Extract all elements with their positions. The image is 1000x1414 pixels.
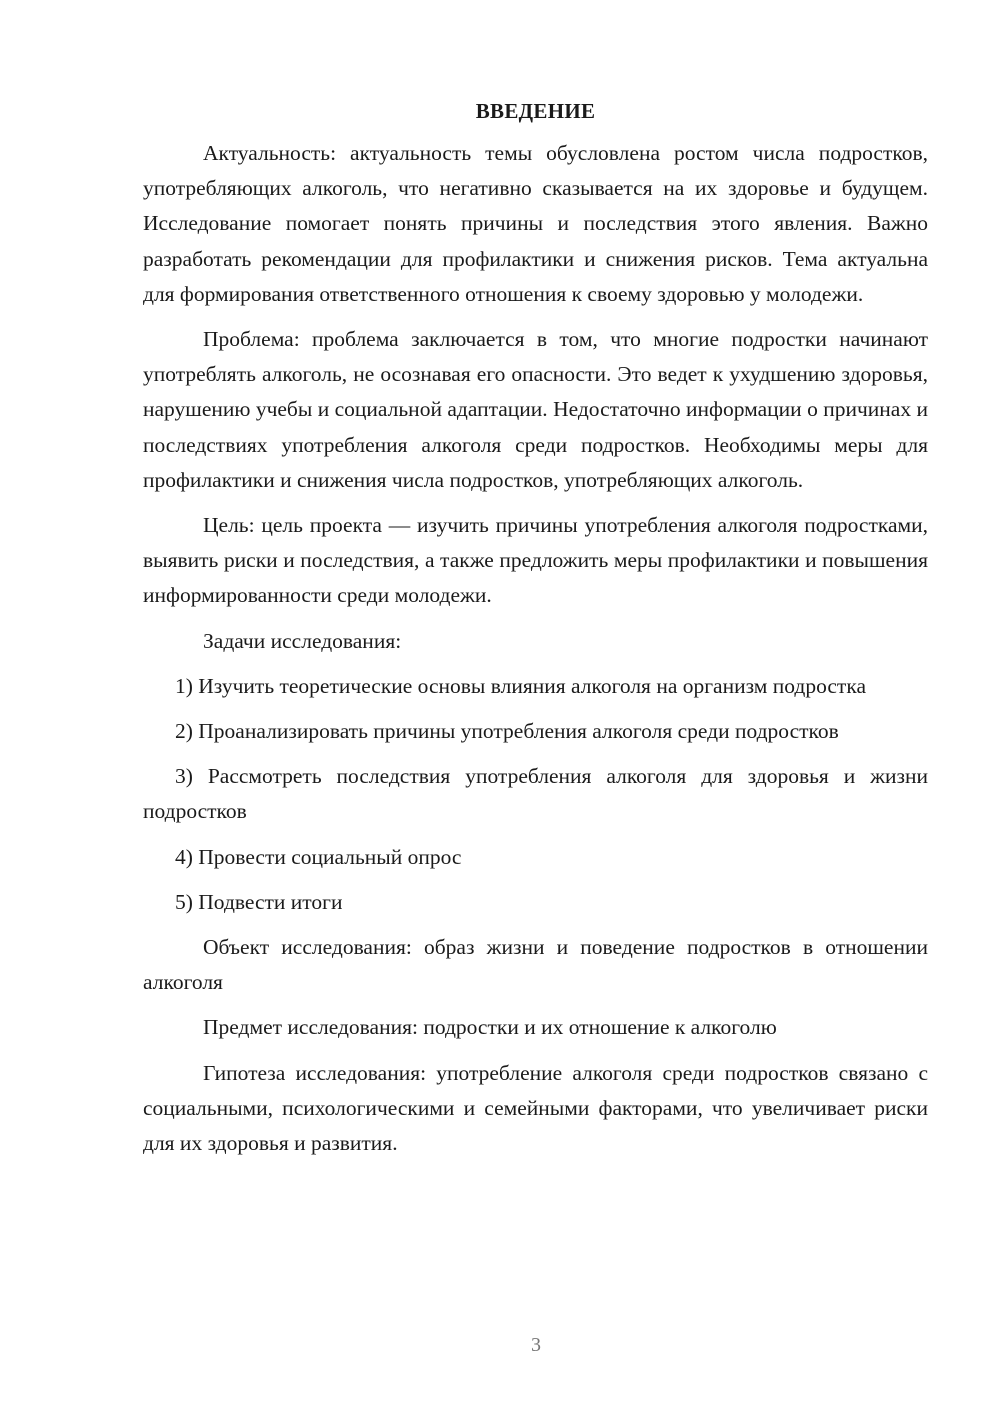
section-title: ВВЕДЕНИЕ: [475, 99, 596, 123]
task-item-2: 2) Проанализировать причины употребления алкоголя среди подростков: [175, 719, 839, 744]
document-page: [143, 96, 928, 1171]
paragraph-object: Объект исследования: образ жизни и поведение подростков в отношении алкоголя: [143, 935, 928, 995]
page-number: 3: [531, 1334, 541, 1356]
paragraph-relevance: Актуальность: актуальность темы обусловлена ростом числа подростков, употребляющих алкоголь, что негативно сказывается на их здоровье и будущем. Исследование помогает понять причины и последствия этого явления. Важно разработать рекомендации для профилактики и снижения рисков. Тема актуальна для формирования ответственного отношения к своему здоровью у молодежи.: [143, 141, 928, 306]
paragraph-subject: Предмет исследования: подростки и их отношение к алкоголю: [203, 1015, 777, 1040]
paragraph-tasks-heading: Задачи исследования:: [203, 628, 402, 653]
paragraph-problem: Проблема: проблема заключается в том, что многие подростки начинают употреблять алкоголь, не осознавая его опасности. Это ведет к ухудшению здоровья, нарушению учебы и социальной адаптации. Недостаточно информации о причинах и последствиях употребления алкоголя среди подростков. Необходимы меры для профилактики и снижения числа подростков, употребляющих алкоголь.: [143, 327, 928, 492]
task-item-5: 5) Подвести итоги: [175, 889, 343, 914]
task-item-3: 3) Рассмотреть последствия употребления алкоголя для здоровья и жизни подростков: [143, 764, 928, 824]
paragraph-hypothesis: Гипотеза исследования: употребление алкоголя среди подростков связано с социальными, психологическими и семейными факторами, что увеличивает риски для их здоровья и развития.: [143, 1060, 928, 1156]
task-item-1: 1) Изучить теоретические основы влияния алкоголя на организм подростка: [175, 673, 866, 698]
task-item-4: 4) Провести социальный опрос: [175, 844, 462, 869]
paragraph-goal: Цель: цель проекта — изучить причины употребления алкоголя подростками, выявить риски и последствия, а также предложить меры профилактики и повышения информированности среди молодежи.: [143, 513, 928, 608]
